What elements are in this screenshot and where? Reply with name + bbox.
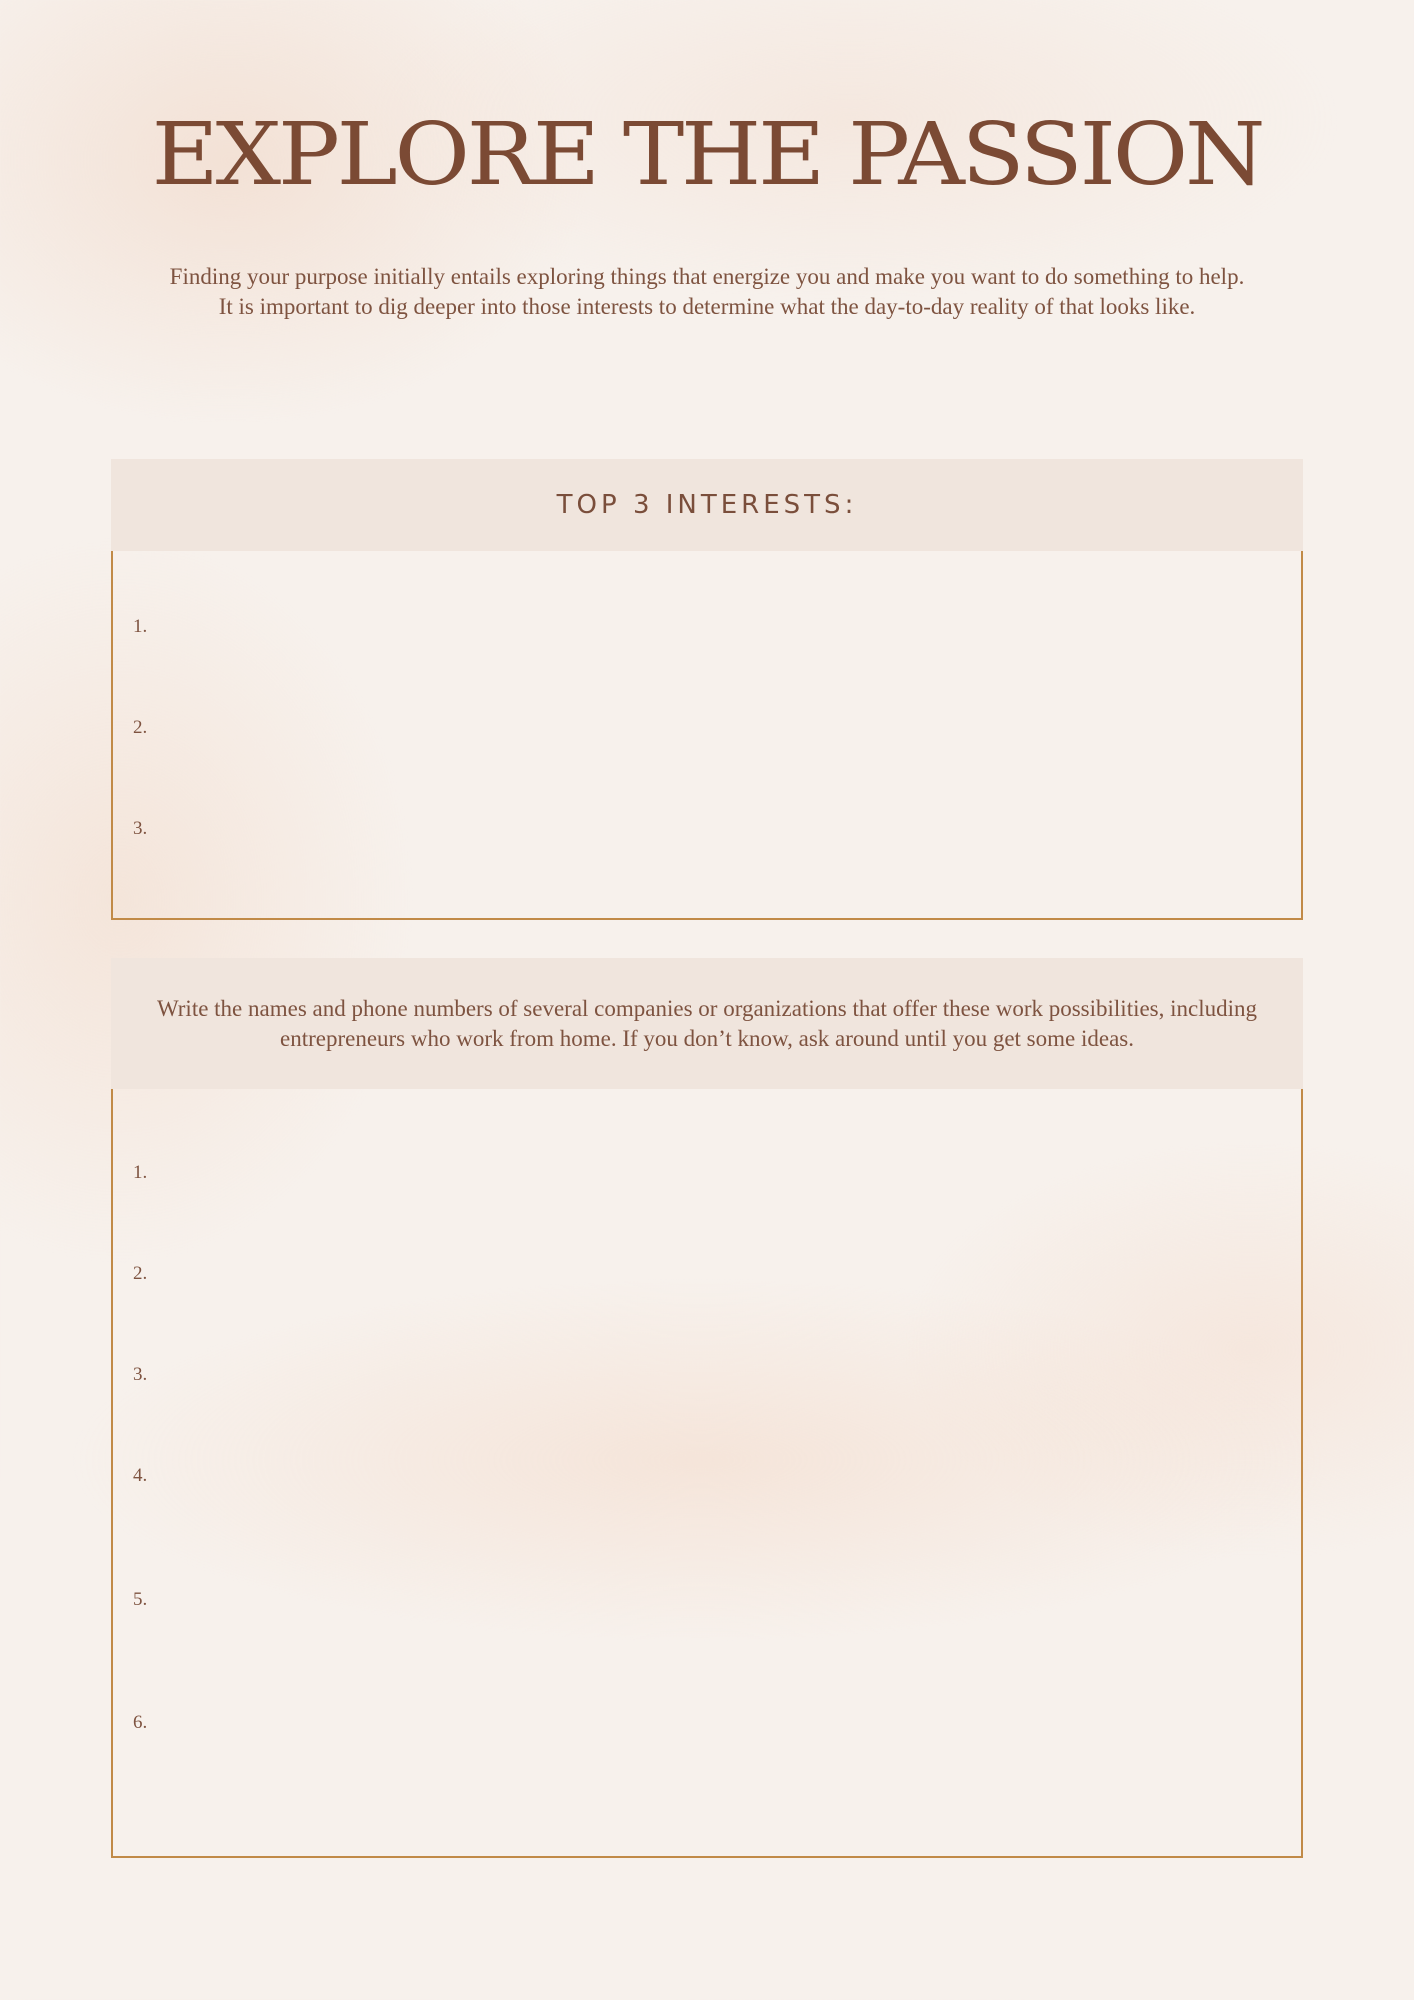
intro-text: [150, 262, 1264, 322]
company-item-6-field[interactable]: [173, 1702, 1271, 1752]
company-item-2-number: 2.: [133, 1263, 148, 1284]
company-item-4-number: 4.: [133, 1465, 148, 1486]
company-item-4-field[interactable]: [173, 1455, 1271, 1505]
companies-list-box: [111, 1089, 1303, 1858]
interest-item-1-field[interactable]: [173, 606, 1271, 656]
interests-list-box: [111, 551, 1303, 920]
interest-item-3-number: 3.: [133, 818, 148, 839]
interest-item-3-field[interactable]: [173, 808, 1271, 858]
interest-item-1-number: 1.: [133, 616, 148, 637]
page-title: EXPLORE THE PASSION: [151, 105, 1263, 205]
interest-item-2-number: 2.: [133, 717, 148, 738]
company-item-6-number: 6.: [133, 1712, 148, 1733]
company-item-1-number: 1.: [133, 1162, 148, 1183]
intro-paragraph-2: It is important to dig deeper into those interests to determine what the day-to-day reality of that looks like.: [218, 294, 1196, 319]
company-item-5-number: 5.: [133, 1589, 148, 1610]
company-item-1-field[interactable]: [173, 1152, 1271, 1202]
interests-section-header: TOP 3 INTERESTS:: [111, 459, 1303, 551]
interest-item-2-field[interactable]: [173, 707, 1271, 757]
company-item-3-field[interactable]: [173, 1354, 1271, 1404]
company-item-2-field[interactable]: [173, 1253, 1271, 1303]
company-item-3-number: 3.: [133, 1364, 148, 1385]
company-item-5-field[interactable]: [173, 1579, 1271, 1629]
intro-paragraph-1: Finding your purpose initially entails exploring things that energize you and make you want to do something to help.: [169, 264, 1245, 289]
companies-section-header: Write the names and phone numbers of several companies or organizations that offer these work possibilities, including entrepreneurs who work from home. If you don’t know, ask around until you get some ideas.: [111, 958, 1303, 1089]
